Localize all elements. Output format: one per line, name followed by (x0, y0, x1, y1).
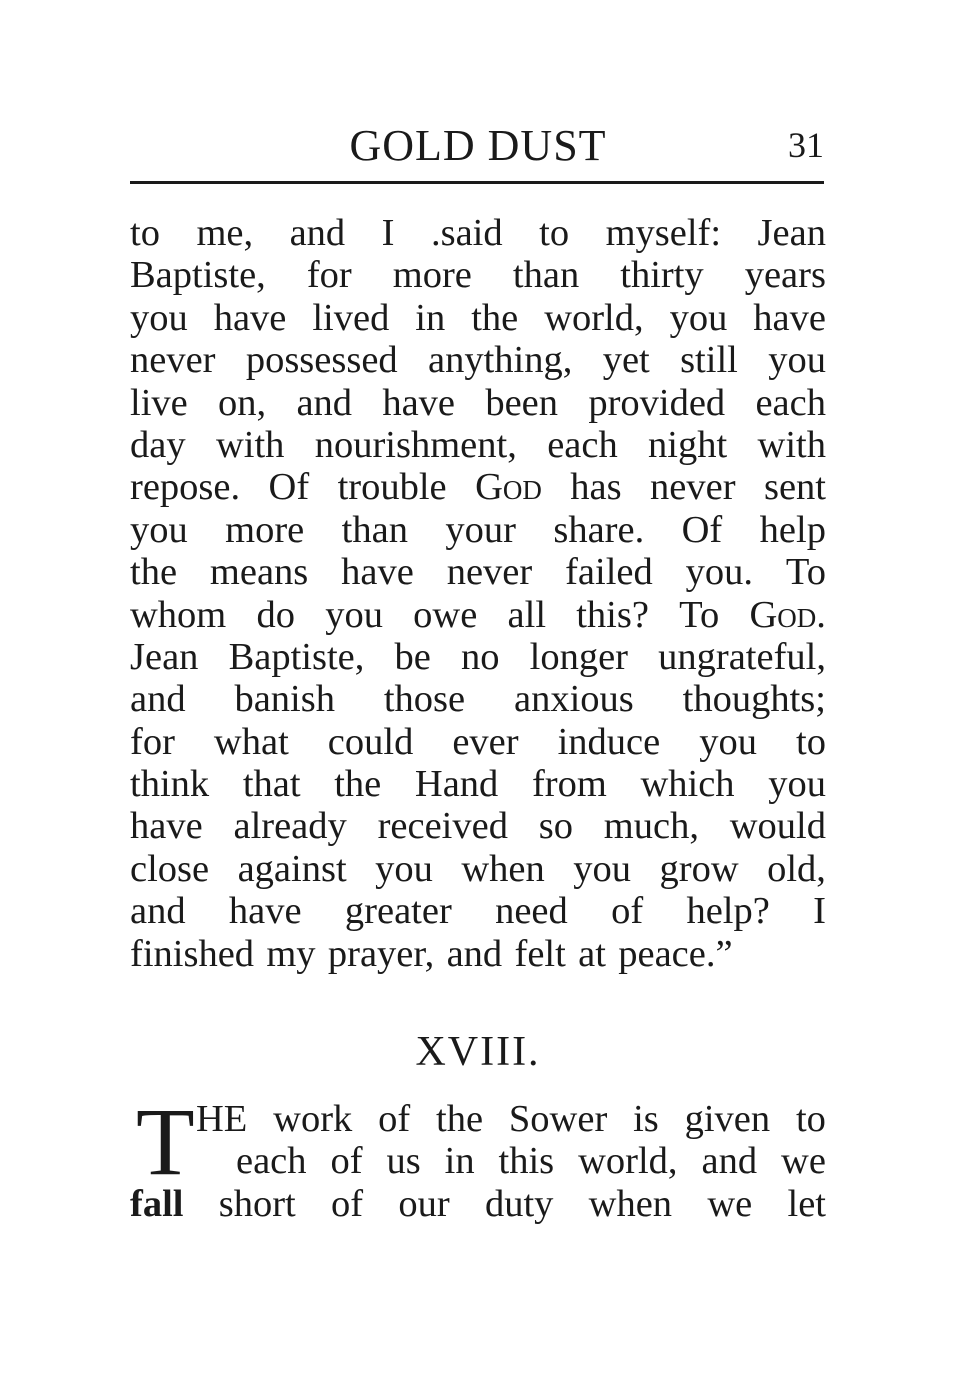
word: already (233, 805, 347, 848)
drop-cap: T (136, 1088, 195, 1195)
word: have (130, 805, 203, 848)
word: have (213, 296, 287, 339)
word: do (256, 593, 295, 636)
word: world, (544, 296, 644, 339)
word: help (759, 508, 826, 551)
word: night (648, 423, 728, 466)
text-line (130, 636, 826, 678)
word: much, (603, 805, 699, 848)
word: HE (196, 1098, 248, 1140)
word: all (507, 593, 547, 636)
word: could (327, 720, 414, 763)
text-line (130, 212, 826, 254)
word: and (701, 1140, 758, 1183)
word: have (341, 551, 414, 594)
running-title: GOLD DUST (349, 121, 607, 170)
word: you (768, 339, 826, 382)
word: Jean (130, 635, 199, 678)
header-rule (130, 181, 824, 184)
text-line (130, 933, 826, 975)
word: we (781, 1140, 826, 1183)
word: when (588, 1182, 673, 1225)
word: of (330, 1140, 363, 1183)
word: God (475, 466, 542, 509)
word: at (578, 932, 606, 975)
word: the (471, 296, 519, 339)
word: share. (553, 508, 645, 551)
word: we (707, 1182, 753, 1225)
word: live (130, 381, 188, 424)
word: you (699, 720, 757, 763)
word: Of (268, 466, 310, 509)
word: than (341, 508, 408, 551)
word: never (130, 339, 216, 382)
word: fall (130, 1182, 184, 1225)
word: help? (686, 890, 770, 933)
section-body (130, 1088, 826, 1225)
word: for (130, 720, 175, 763)
word: grow (659, 847, 739, 890)
body-text (130, 212, 826, 975)
word: Baptiste, (130, 254, 266, 297)
text-line (130, 763, 826, 805)
word: yet (602, 339, 650, 382)
text-line (130, 254, 826, 296)
word: more (392, 254, 472, 297)
text-line (130, 721, 826, 763)
word: you (669, 296, 728, 339)
text-line (130, 678, 826, 720)
word: and (296, 381, 353, 424)
word: Baptiste, (228, 635, 365, 678)
word: be (394, 635, 431, 678)
word: to (795, 1098, 826, 1140)
word: of (378, 1098, 411, 1140)
word: been (485, 381, 559, 424)
word: than (512, 254, 580, 297)
word: my (266, 932, 316, 975)
word: and (130, 890, 186, 933)
word: nourishment, (314, 423, 517, 466)
word: world, (578, 1140, 678, 1183)
word: years (744, 254, 826, 297)
word: which (640, 763, 735, 806)
word: old, (767, 847, 826, 890)
text-line (130, 509, 826, 551)
word: the (130, 551, 178, 594)
word: peace.” (618, 932, 733, 975)
word: your (445, 508, 516, 551)
word: myself: (605, 212, 722, 254)
word: of (611, 890, 644, 933)
word: ever (452, 720, 519, 763)
word: with (757, 423, 826, 466)
word: prayer, (327, 932, 435, 975)
word: thoughts; (682, 678, 826, 721)
word: I (381, 212, 395, 254)
word: possessed (245, 339, 398, 382)
word: each (236, 1140, 307, 1183)
word: to (130, 212, 160, 254)
word: felt (514, 932, 566, 975)
word: greater (344, 890, 452, 933)
word: the (436, 1098, 484, 1140)
word: no (461, 635, 500, 678)
word: never (650, 466, 736, 509)
word: our (398, 1182, 450, 1225)
word: .said (430, 212, 503, 254)
word: think (130, 763, 210, 806)
word: thirty (620, 254, 704, 297)
word: short (218, 1182, 296, 1225)
word: day (130, 423, 186, 466)
word: that (242, 763, 301, 806)
word: To (679, 593, 720, 636)
word: from (531, 763, 607, 806)
word: anything, (428, 339, 573, 382)
word: never (446, 551, 533, 594)
word: in (444, 1140, 475, 1183)
word: so (538, 805, 573, 848)
word: lived (312, 296, 390, 339)
word: each (755, 381, 826, 424)
word: received (377, 805, 508, 848)
word: and (289, 212, 346, 254)
word: of (331, 1182, 364, 1225)
running-head (130, 112, 826, 172)
word: would (729, 805, 826, 848)
word: God. (749, 593, 826, 636)
text-line (130, 382, 826, 424)
word: close (130, 847, 210, 890)
word: longer (529, 635, 628, 678)
word: have (228, 890, 302, 933)
word: in (415, 296, 446, 339)
word: on, (218, 381, 267, 424)
word: still (680, 339, 738, 382)
word: owe (413, 593, 478, 636)
text-line (130, 594, 826, 636)
word: those (383, 678, 466, 721)
word: with (215, 423, 285, 466)
word: you (325, 593, 383, 636)
word: work (273, 1098, 353, 1140)
word: you (375, 847, 433, 890)
text-line (130, 297, 826, 339)
text-line (130, 339, 826, 381)
word: induce (557, 720, 661, 763)
word: Sower (508, 1098, 608, 1140)
word: you (768, 763, 826, 806)
text-line (130, 848, 826, 890)
word: finished (130, 932, 255, 975)
word: anxious (513, 678, 634, 721)
word: to (796, 720, 826, 763)
text-line (130, 805, 826, 847)
word: for (306, 254, 352, 297)
word: me, (196, 212, 254, 254)
text-line (130, 424, 826, 466)
section-line (196, 1098, 826, 1140)
section-line (236, 1140, 826, 1182)
section-line (130, 1183, 826, 1225)
section-heading: XVIII. (415, 1029, 541, 1075)
word: the (334, 763, 382, 806)
word: each (547, 423, 618, 466)
word: duty (484, 1182, 554, 1225)
word: Jean (757, 212, 826, 254)
word: us (386, 1140, 421, 1183)
word: more (225, 508, 305, 551)
word: provided (588, 381, 726, 424)
word: need (495, 890, 568, 933)
word: you (573, 847, 632, 890)
word: trouble (337, 466, 447, 509)
word: To (785, 551, 826, 594)
word: have (382, 381, 456, 424)
word: when (461, 847, 545, 890)
word: failed (565, 551, 653, 594)
word: you (130, 508, 188, 551)
word: you (130, 296, 188, 339)
word: this? (576, 593, 649, 636)
word: to (539, 212, 570, 254)
word: sent (763, 466, 826, 509)
word: means (209, 551, 309, 594)
word: ungrateful, (658, 635, 826, 678)
word: whom (130, 593, 227, 636)
page-number: 31 (788, 125, 824, 165)
text-line (130, 466, 826, 508)
word: let (787, 1182, 826, 1225)
word: you. (685, 551, 753, 594)
word: against (237, 847, 347, 890)
word: banish (234, 678, 335, 721)
word: is (633, 1098, 659, 1140)
word: repose. (130, 466, 241, 509)
word: this (498, 1140, 555, 1183)
word: have (753, 296, 826, 339)
word: and (446, 932, 503, 975)
text-line (130, 890, 826, 932)
text-line (130, 551, 826, 593)
word: I (813, 890, 826, 933)
word: given (684, 1098, 771, 1140)
word: and (130, 678, 186, 721)
word: Hand (414, 763, 499, 806)
word: what (213, 720, 289, 763)
word: has (570, 466, 622, 509)
word: Of (681, 508, 723, 551)
